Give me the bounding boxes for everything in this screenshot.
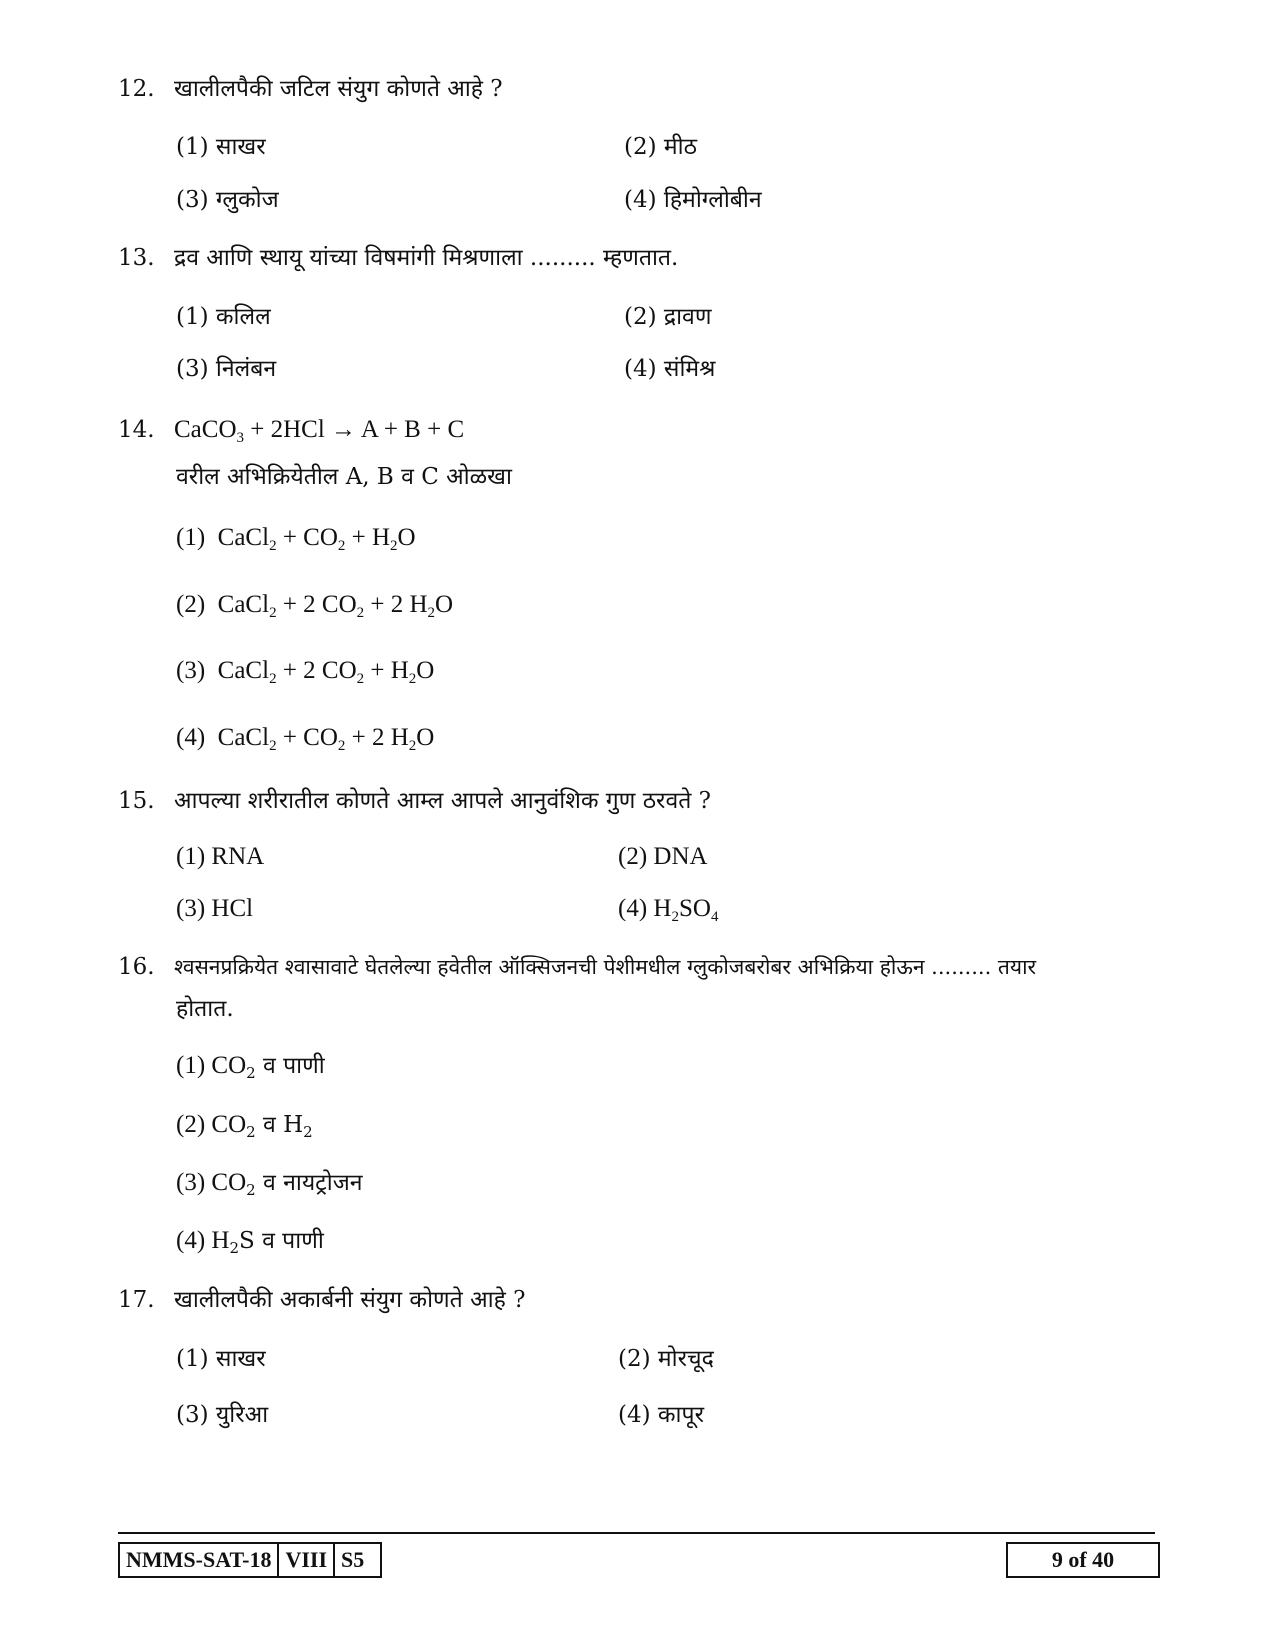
option-12-2: (2) मीठ: [624, 134, 697, 160]
question-text: श्वसनप्रक्रियेत श्वासावाटे घेतलेल्या हवेतील ऑक्सिजनची पेशीमधील ग्लुकोजबरोबर अभिक्रिया होऊन ......... तयार: [174, 955, 1037, 979]
option-12-1: (1) साखर: [176, 134, 266, 160]
option-14-1: (1) CaCl$_2$ + $CO_2 + H_2O$: [176, 524, 416, 554]
option-17-4: (4) कापूर: [618, 1402, 704, 1428]
footer-divider: [118, 1532, 1155, 1534]
option-15-1: (1) RNA: [176, 843, 265, 870]
option-15-2: (2) DNA: [618, 843, 708, 870]
question-16: [118, 952, 1036, 982]
option-13-4: (4) संमिश्र: [624, 356, 716, 382]
option-14-2: (2) CaCl$_2$ + 2 $CO_2 + 2$ $H_2O$: [176, 591, 454, 621]
option-16-4: (4) $H_2S$ व पाणी: [176, 1227, 324, 1257]
option-14-4: (4) CaCl$_2$ + $CO_2 + 2$ $H_2O$: [176, 724, 435, 754]
question-number: 14.: [118, 417, 155, 443]
option-13-2: (2) द्रावण: [624, 304, 712, 330]
question-15: [118, 786, 711, 816]
question-14-text: वरील अभिक्रियेतील A, B व C ओळखा: [176, 464, 512, 490]
page-number: 9 of 40: [1006, 1542, 1160, 1578]
option-13-1: (1) कलिल: [176, 304, 271, 330]
option-17-2: (2) मोरचूद: [618, 1346, 714, 1372]
question-text: खालीलपैकी अकार्बनी संयुग कोणते आहे ?: [174, 1287, 526, 1313]
question-13: [118, 243, 678, 273]
question-number: 17.: [118, 1287, 155, 1313]
question-number: 12.: [118, 76, 155, 102]
reaction-equation: CaCO$_3$ + 2HCl → A + B + C: [174, 416, 465, 446]
option-16-2: (2) $CO_2$ व $H_2$: [176, 1111, 313, 1141]
exam-set: S5: [341, 1547, 365, 1572]
question-text: द्रव आणि स्थायू यांच्या विषमांगी मिश्रणाला ......... म्हणतात.: [174, 245, 679, 271]
option-17-3: (3) युरिआ: [176, 1402, 269, 1428]
option-16-3: (3) $CO_2$ व नायट्रोजन: [176, 1169, 363, 1199]
question-17: [118, 1285, 525, 1315]
question-number: 15.: [118, 788, 155, 814]
question-number: 16.: [118, 954, 155, 980]
question-text: आपल्या शरीरातील कोणते आम्ल आपले आनुवंशिक गुण ठरवते ?: [174, 788, 712, 814]
option-15-4: (4) $H_2SO_4$: [618, 895, 719, 925]
option-12-3: (3) ग्लुकोज: [176, 187, 279, 213]
option-12-4: (4) हिमोग्लोबीन: [624, 187, 762, 213]
question-16-text-cont: होतात.: [176, 996, 234, 1022]
question-text: खालीलपैकी जटिल संयुग कोणते आहे ?: [174, 76, 503, 102]
question-12: [118, 74, 503, 104]
option-16-1: (1) $CO_2$ व पाणी: [176, 1052, 325, 1082]
option-15-3: (3) HCl: [176, 895, 254, 922]
question-number: 13.: [118, 245, 155, 271]
exam-code: NMMS-SAT-18: [120, 1544, 279, 1576]
option-17-1: (1) साखर: [176, 1346, 266, 1372]
question-14: [118, 415, 464, 445]
option-13-3: (3) निलंबन: [176, 356, 277, 382]
footer-exam-code-box: [118, 1542, 382, 1578]
option-14-3: (3) CaCl$_2$ + 2 $CO_2 + H_2O$: [176, 657, 435, 687]
exam-class: VIII: [279, 1544, 335, 1576]
